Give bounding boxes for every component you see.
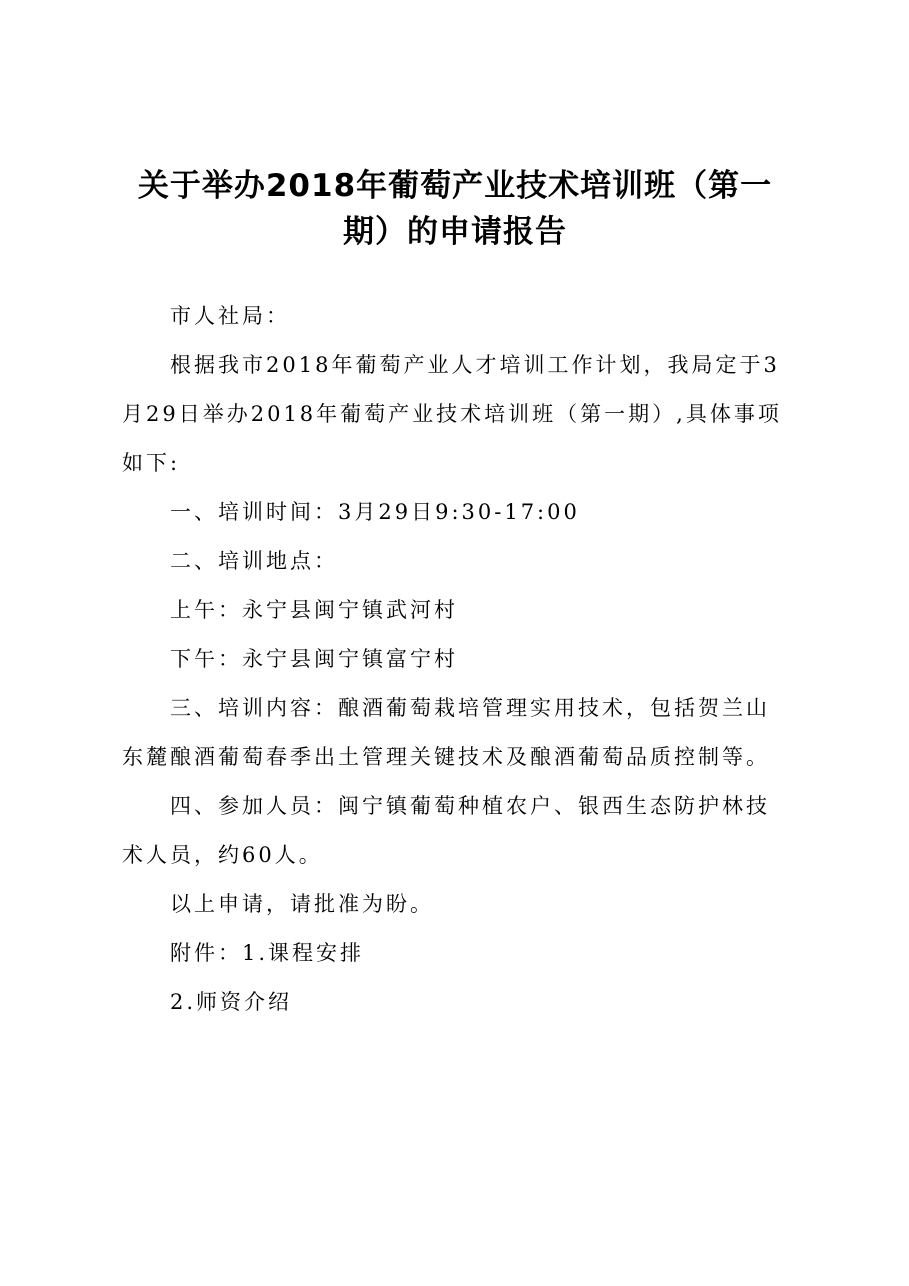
item-training-time: 一、培训时间：3月29日9:30-17:00	[170, 500, 580, 524]
intro-paragraph-line-3: 如下:	[122, 451, 181, 475]
salutation: 市人社局：	[170, 304, 290, 328]
attachment-1: 附件：1.课程安排	[170, 941, 365, 965]
document-title-line-2: 期）的申请报告	[343, 214, 567, 250]
item-training-content-line-2: 东麓酿酒葡萄春季出土管理关键技术及酿酒葡萄品质控制等。	[122, 745, 770, 769]
item-participants-line-2: 术人员，约60人。	[122, 843, 323, 867]
item-training-content-line-1: 三、培训内容：酿酒葡萄栽培管理实用技术，包括贺兰山	[170, 696, 770, 720]
item-training-location: 二、培训地点：	[170, 549, 338, 573]
item-participants-line-1: 四、参加人员：闽宁镇葡萄种植农户、银西生态防护林技	[170, 794, 770, 818]
intro-paragraph-line-1: 根据我市2018年葡萄产业人才培训工作计划，我局定于3	[170, 353, 780, 377]
intro-paragraph-line-2: 月29日举办2018年葡萄产业技术培训班（第一期）,具体事项	[122, 402, 782, 426]
closing-request: 以上申请，请批准为盼。	[170, 892, 434, 916]
attachment-2: 2.师资介绍	[170, 990, 293, 1014]
location-morning: 上午：永宁县闽宁镇武河村	[170, 598, 458, 622]
location-afternoon: 下午：永宁县闽宁镇富宁村	[170, 647, 458, 671]
document-title-line-1: 关于举办2018年葡萄产业技术培训班（第一	[137, 168, 773, 204]
